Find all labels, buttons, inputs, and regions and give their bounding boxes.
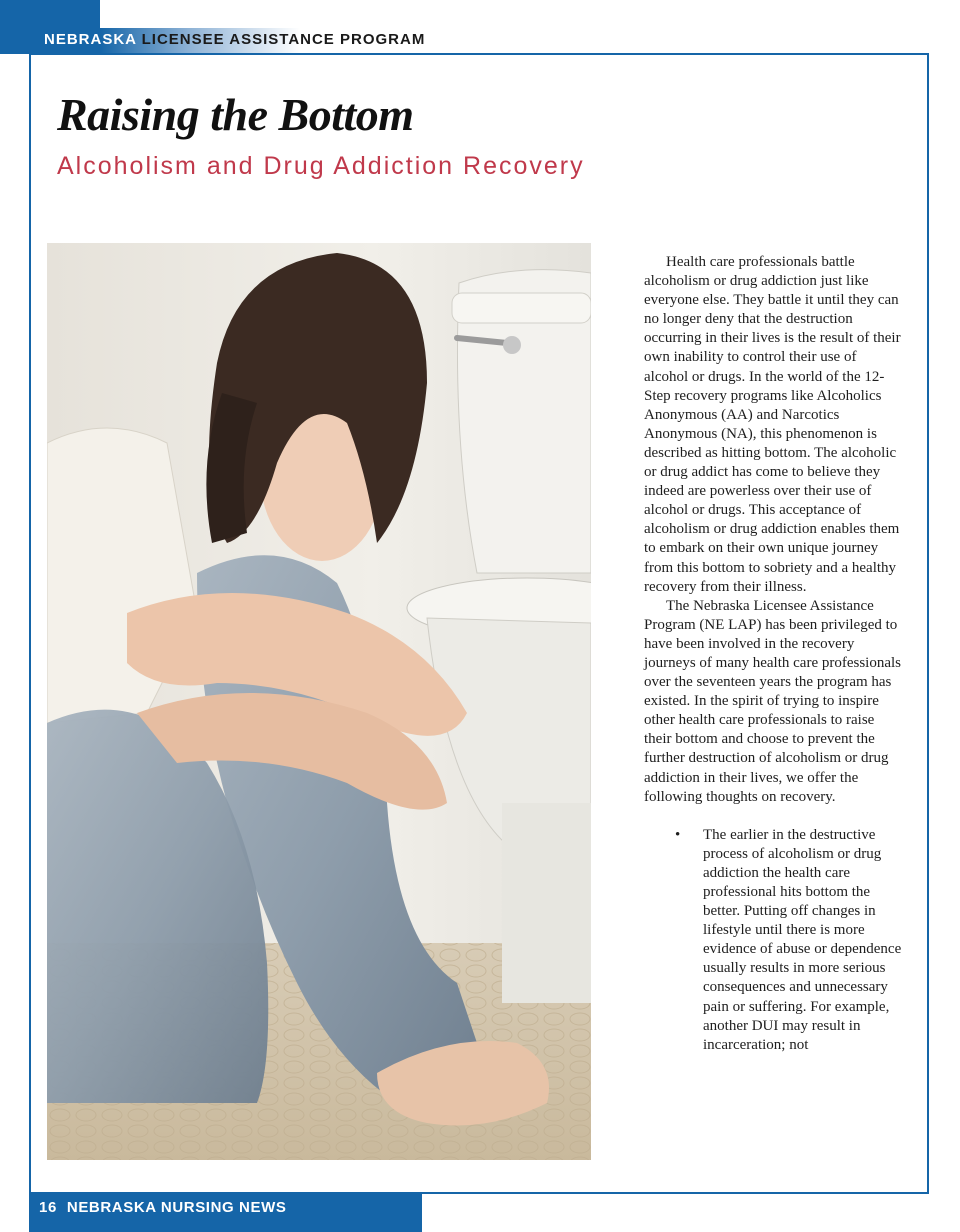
list-item-text: The earlier in the destructive process of alcoholism or drug addiction the health care professional hits bottom the better. Putting off changes in lifestyle until there is more evidence of abuse or dependence usually results in more serious consequences and unnecessary pain or suffering. For example, another DUI may result in incarceration; not xyxy=(703,826,902,1053)
paragraph: Health care professionals battle alcoholism or drug addiction just like everyone else. They battle it until they can no longer deny that the destruction occurring in their lives is the result of their own inability to control their use of alcohol or drugs. In the world of the 12-Step recovery programs like Alcoholics Anonymous (AA) and Narcotics Anonymous (NA), this phenomenon is described as hitting bottom. The alcoholic or drug addict has come to believe they indeed are powerless over their use of alcohol or drugs. This acceptance of alcoholism or drug addiction enables them to embark on their own unique journey from this bottom to sobriety and a healthy recovery from their illness. xyxy=(644,254,901,595)
publication-name: NEBRASKA NURSING NEWS xyxy=(66,1199,287,1216)
article-body xyxy=(644,253,902,1055)
page-number: 16 xyxy=(39,1199,57,1216)
article-title: Raising the Bottom xyxy=(57,89,414,140)
running-head xyxy=(44,31,425,48)
bullet-marker: • xyxy=(675,826,681,843)
paragraph: The Nebraska Licensee Assistance Program (NE LAP) has been privileged to have been involved in the recovery journeys of many health care professionals over the seventeen years the program has existed. In the spirit of trying to inspire other health care professionals to raise their bottom and choose to prevent the further destruction of alcoholism or drug addiction in their lives, we offer the following thoughts on recovery. xyxy=(644,597,901,805)
list-item xyxy=(644,826,902,1055)
running-head-state: NEBRASKA xyxy=(44,31,137,48)
running-head-program: LICENSEE ASSISTANCE PROGRAM xyxy=(141,31,426,48)
article-subtitle: Alcoholism and Drug Addiction Recovery xyxy=(57,152,585,180)
article-photo xyxy=(47,243,591,1160)
folio xyxy=(39,1199,286,1216)
bullet-list xyxy=(644,826,902,1055)
photo-illustration xyxy=(47,243,591,1160)
